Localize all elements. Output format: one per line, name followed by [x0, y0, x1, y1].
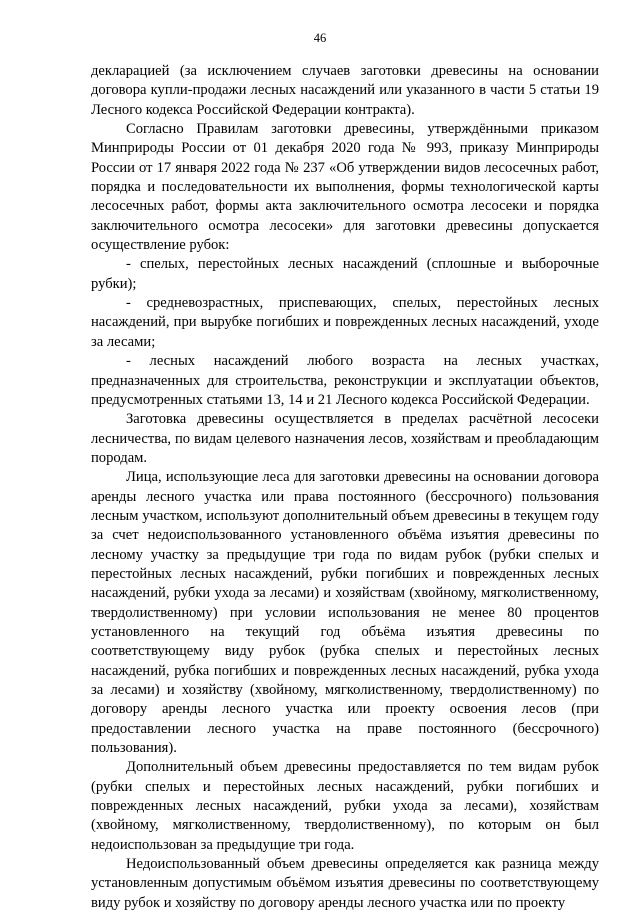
paragraph: Согласно Правилам заготовки древесины, утверждёнными приказом Минприроды России от 01 декабря 2020 года № 993, приказу Минприроды России от 17 января 2022 года № 237 «Об утверждении видов лесосечных работ, порядка и последовательности их выполнения, формы технологической карты лесосечных работ, формы акта заключительного осмотра лесосеки и порядка заключительного осмотра лесосеки» для заготовки древесины допускается осуществление рубок:: [91, 121, 599, 254]
paragraph: Заготовка древесины осуществляется в пределах расчётной лесосеки лесничества, по видам целевого назначения лесов, хозяйствам и преобладающим породам.: [91, 411, 599, 466]
list-item: - лесных насаждений любого возраста на лесных участках, предназначенных для строительства, реконструкции и эксплуатации объектов, предусмотренных статьями 13, 14 и 21 Лесного кодекса Российской Федерации.: [91, 353, 599, 408]
paragraph: Лица, использующие леса для заготовки древесины на основании договора аренды лесного участка или права постоянного (бессрочного) пользования лесным участком, используют дополнительный объем древесины в текущем году за счет недоиспользованного установленного объёма изъятия древесины по лесному участку за предыдущие три года по видам рубок (рубки спелых и перестойных лесных насаждений, рубки погибших и поврежденных лесных насаждений, рубки ухода за лесами) и хозяйствам (хвойному, мягколиственному, твердолиственному) при условии использования не менее 80 процентов установленного на текущий год объёма изъятия древесины по соответствующему виду рубок (рубка спелых и перестойных лесных насаждений, рубка погибших и поврежденных лесных насаждений, рубка ухода за лесами) и хозяйству (хвойному, мягколиственному, твердолиственному) по договору аренды лесного участка или проекту освоения лесов (при предоставлении лесного участка на праве постоянного (бессрочного) пользования).: [91, 469, 599, 757]
paragraph: Недоиспользованный объем древесины определяется как разница между установленным допустимым объёмом изъятия древесины по соответствующему виду рубок и хозяйству по договору аренды лесного участка или по проекту: [91, 856, 599, 911]
document-body: [91, 62, 599, 913]
page-number: 46: [313, 31, 327, 45]
paragraph-continuation: декларацией (за исключением случаев заготовки древесины на основании договора купли-продажи лесных насаждений или указанного в части 5 статьи 19 Лесного кодекса Российской Федерации контракта).: [91, 63, 599, 118]
list-item: - средневозрастных, приспевающих, спелых, перестойных лесных насаждений, при вырубке погибших и поврежденных лесных насаждений, уходе за лесами;: [91, 295, 599, 350]
paragraph: Дополнительный объем древесины предоставляется по тем видам рубок (рубки спелых и перестойных лесных насаждений, рубки погибших и поврежденных лесных насаждений, рубки ухода за лесами), хозяйствам (хвойному, мягколиственному, твердолиственному), по которым он был недоиспользован за предыдущие три года.: [91, 759, 599, 853]
list-item: - спелых, перестойных лесных насаждений (сплошные и выборочные рубки);: [91, 256, 599, 292]
